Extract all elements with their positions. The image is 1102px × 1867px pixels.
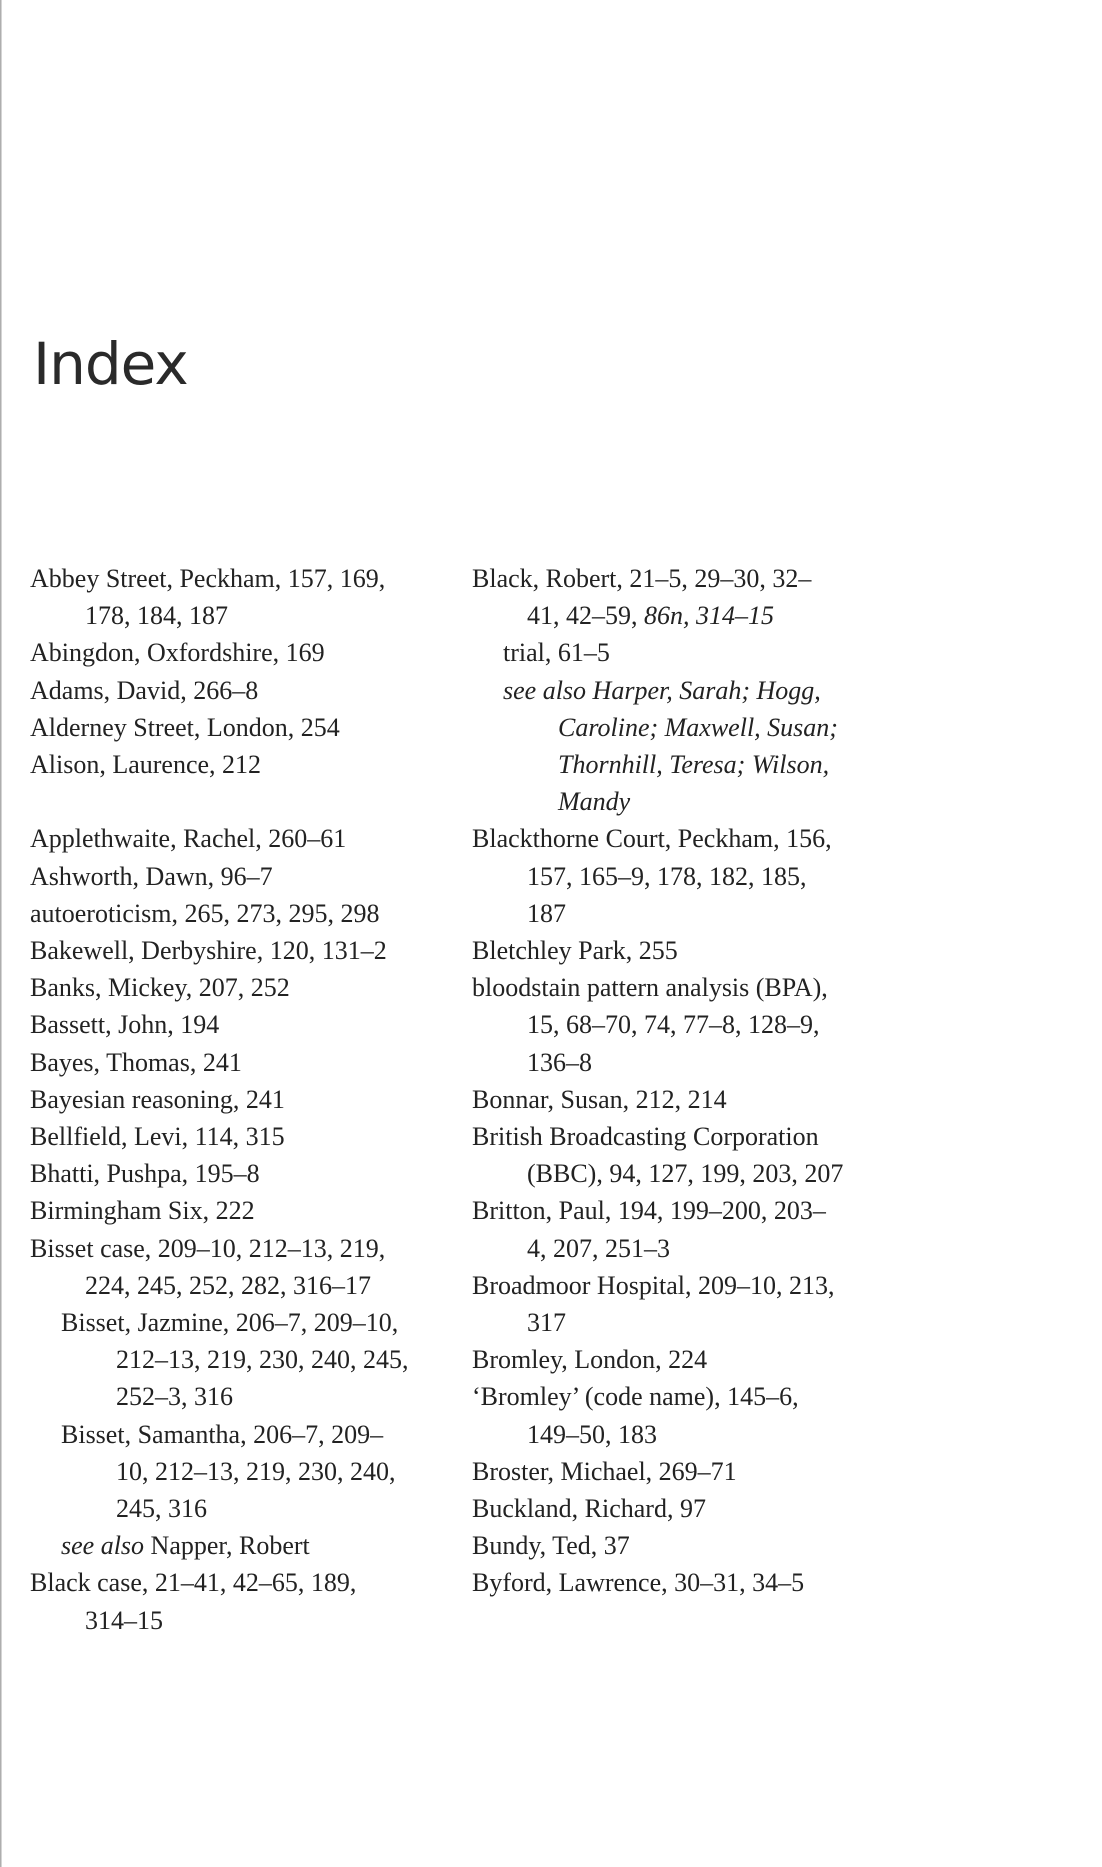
index-subentry: trial, 61–5 bbox=[503, 638, 610, 668]
index-entry: Alison, Laurence, 212 bbox=[30, 750, 262, 780]
index-entry: Birmingham Six, 222 bbox=[30, 1196, 255, 1226]
index-entry: Applethwaite, Rachel, 260–61 bbox=[30, 824, 347, 854]
index-see-also bbox=[30, 1527, 450, 1564]
index-entry: Broster, Michael, 269–71 bbox=[472, 1456, 737, 1486]
index-entry: Bletchley Park, 255 bbox=[472, 936, 678, 966]
index-entry: Adams, David, 266–8 bbox=[30, 675, 259, 705]
index-entry: Broadmoor Hospital, 209–10, 213, 317 bbox=[472, 1270, 835, 1338]
index-entry: Byford, Lawrence, 30–31, 34–5 bbox=[472, 1568, 805, 1598]
index-subentry: Bisset, Samantha, 206–7, 209– 10, 212–13, 219, 230, 240, 245, 316 bbox=[61, 1419, 396, 1524]
index-subentry: Bisset, Jazmine, 206–7, 209–10, 212–13, 219, 230, 240, 245, 252–3, 316 bbox=[61, 1308, 409, 1412]
index-entry: autoeroticism, 265, 273, 295, 298 bbox=[30, 898, 380, 928]
entry-text: Black, Robert, 21–5, 29–30, 32– 41, 42–59, bbox=[472, 564, 812, 631]
index-entry: ‘Bromley’ (code name), 145–6, 149–50, 183 bbox=[472, 1382, 799, 1449]
index-entry: Britton, Paul, 194, 199–200, 203– 4, 207, 251–3 bbox=[472, 1196, 826, 1263]
index-entry: Black case, 21–41, 42–65, 189, 314–15 bbox=[30, 1568, 357, 1635]
see-also-lead: see also bbox=[503, 675, 587, 705]
index-entry: Bisset case, 209–10, 212–13, 219, 224, 245, 252, 282, 316–17 bbox=[30, 1233, 386, 1300]
index-entry: Banks, Mickey, 207, 252 bbox=[30, 973, 290, 1003]
index-column-right bbox=[472, 560, 922, 1602]
index-column-left bbox=[30, 560, 450, 1639]
index-entry: Bellfield, Levi, 114, 315 bbox=[30, 1122, 285, 1152]
index-entry: Bromley, London, 224 bbox=[472, 1345, 708, 1375]
index-see-also bbox=[472, 672, 922, 821]
entry-italic-pages: 86n, 314–15 bbox=[644, 601, 774, 631]
see-also-target: Harper, Sarah; Hogg, Caroline; Maxwell, Susan; Thornhill, Teresa; Wilson, Mandy bbox=[558, 675, 838, 817]
index-entry: Bundy, Ted, 37 bbox=[472, 1531, 630, 1561]
index-entry: Abbey Street, Peckham, 157, 169, 178, 184, 187 bbox=[30, 564, 386, 631]
page-edge bbox=[0, 0, 2, 1867]
index-entry: Bassett, John, 194 bbox=[30, 1010, 220, 1040]
see-also-lead: see also bbox=[61, 1531, 145, 1561]
index-entry: Alderney Street, London, 254 bbox=[30, 712, 340, 742]
index-entry: Bayesian reasoning, 241 bbox=[30, 1084, 285, 1114]
page-title: Index bbox=[33, 330, 188, 398]
index-entry: Ashworth, Dawn, 96–7 bbox=[30, 861, 273, 891]
index-entry: Bhatti, Pushpa, 195–8 bbox=[30, 1159, 260, 1189]
index-entry bbox=[472, 560, 922, 634]
index-entry: British Broadcasting Corporation (BBC), 94, 127, 199, 203, 207 bbox=[472, 1122, 844, 1189]
index-entry: bloodstain pattern analysis (BPA), 15, 68–70, 74, 77–8, 128–9, 136–8 bbox=[472, 973, 828, 1077]
index-entry: Bayes, Thomas, 241 bbox=[30, 1047, 242, 1077]
index-entry: Bonnar, Susan, 212, 214 bbox=[472, 1084, 727, 1114]
index-entry: Buckland, Richard, 97 bbox=[472, 1494, 706, 1524]
index-entry: Blackthorne Court, Peckham, 156, 157, 165–9, 178, 182, 185, 187 bbox=[472, 824, 832, 928]
index-entry: Bakewell, Derbyshire, 120, 131–2 bbox=[30, 936, 387, 966]
index-entry: Abingdon, Oxfordshire, 169 bbox=[30, 638, 325, 668]
see-also-target: Napper, Robert bbox=[144, 1531, 310, 1561]
